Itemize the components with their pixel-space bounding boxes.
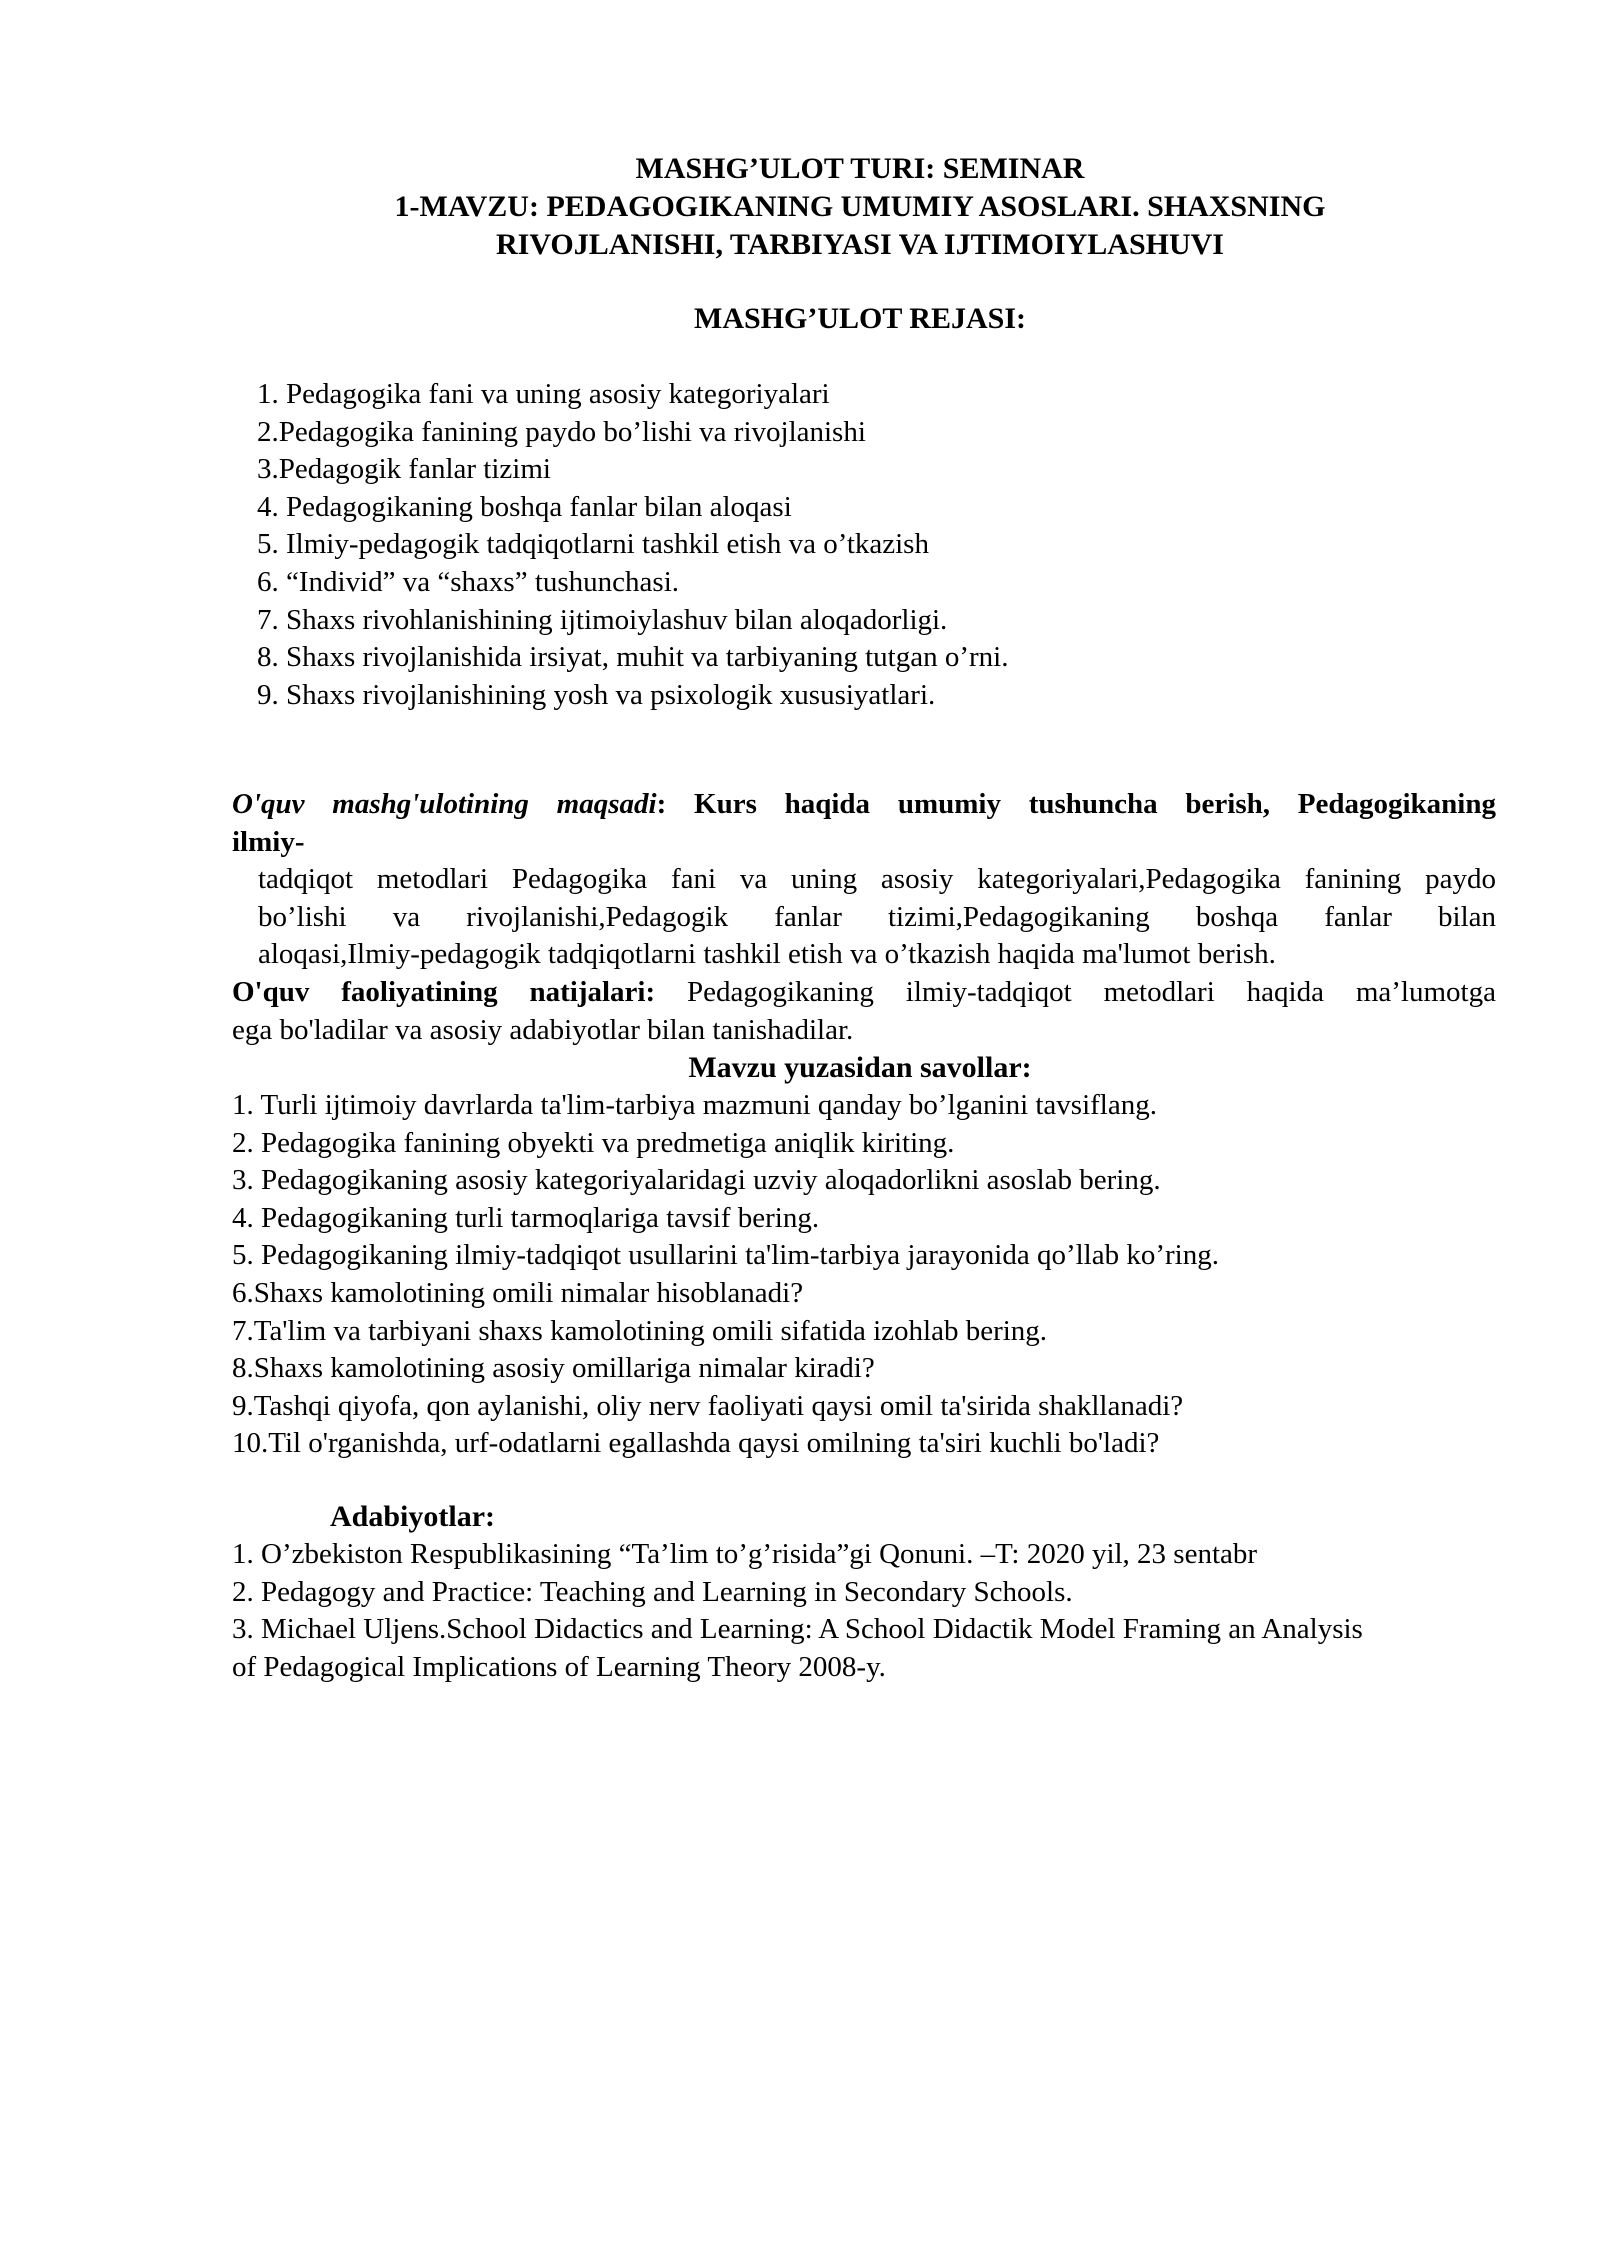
plan-list — [257, 376, 1008, 714]
questions-heading: Mavzu yuzasidan savollar: — [688, 1051, 1032, 1084]
plan-item: 7. Shaxs rivohlanishining ijtimoiylashuv bilan aloqadorligi. — [257, 603, 948, 636]
goal-body-line: bo’lishi va rivojlanishi,Pedagogik fanlar tizimi,Pedagogikaning boshqa fanlar bilan — [258, 900, 1496, 933]
goal-label: O'quv mashg'ulotining maqsadi — [232, 788, 657, 820]
document-title — [230, 150, 1490, 264]
title-line-3: RIVOJLANISHI, TARBIYASI VA IJTIMOIYLASHUVI — [496, 228, 1224, 261]
plan-item: 2.Pedagogika fanining paydo bo’lishi va rivojlanishi — [257, 415, 866, 448]
goal-text-bold: Kurs haqida umumiy tushuncha berish, Pedagogikaning — [666, 788, 1496, 820]
lesson-goal — [232, 786, 1496, 974]
literature-item: of Pedagogical Implications of Learning Theory 2008-y. — [232, 1650, 886, 1683]
results-label: O'quv faoliyatining natijalari: — [232, 976, 656, 1008]
question-item: 3. Pedagogikaning asosiy kategoriyalaridagi uzviy aloqadorlikni asoslab bering. — [232, 1164, 1161, 1197]
literature-list — [232, 1536, 1496, 1686]
learning-results — [232, 974, 1496, 1049]
questions-list — [232, 1087, 1219, 1463]
question-item: 9.Tashqi qiyofa, qon aylanishi, oliy nerv faoliyati qaysi omil ta'sirida shakllanadi? — [232, 1389, 1184, 1422]
results-text: Pedagogikaning ilmiy-tadqiqot metodlari haqida ma’lumotga — [655, 976, 1496, 1008]
plan-item: 3.Pedagogik fanlar tizimi — [257, 453, 551, 486]
literature-heading: Adabiyotlar: — [330, 1500, 495, 1533]
question-item: 8.Shaxs kamolotining asosiy omillariga nimalar kiradi? — [232, 1352, 875, 1385]
question-item: 6.Shaxs kamolotining omili nimalar hisoblanadi? — [232, 1276, 804, 1309]
results-line-1 — [232, 974, 1496, 1012]
plan-item: 8. Shaxs rivojlanishida irsiyat, muhit va tarbiyaning tutgan o’rni. — [257, 641, 1009, 674]
plan-item: 5. Ilmiy-pedagogik tadqiqotlarni tashkil etish va o’tkazish — [257, 528, 929, 561]
plan-item: 6. “Individ” va “shaxs” tushunchasi. — [257, 565, 680, 598]
plan-item: 4. Pedagogikaning boshqa fanlar bilan aloqasi — [257, 490, 792, 523]
plan-heading: MASHG’ULOT REJASI: — [694, 302, 1026, 335]
goal-second-line: ilmiy- — [232, 825, 305, 858]
goal-body-line: aloqasi,Ilmiy-pedagogik tadqiqotlarni tashkil etish va o’tkazish haqida ma'lumot berish. — [258, 938, 1276, 971]
question-item: 2. Pedagogika fanining obyekti va predmetiga aniqlik kiriting. — [232, 1126, 955, 1159]
goal-body-line: tadqiqot metodlari Pedagogika fani va uning asosiy kategoriyalari,Pedagogika fanining paydo — [258, 863, 1496, 896]
plan-item: 9. Shaxs rivojlanishining yosh va psixologik xususiyatlari. — [257, 678, 936, 711]
literature-item: 3. Michael Uljens.School Didactics and Learning: A School Didactik Model Framing an Analysis — [232, 1613, 1363, 1646]
goal-body — [232, 861, 1496, 974]
goal-colon: : — [656, 788, 667, 820]
title-line-2: 1-MAVZU: PEDAGOGIKANING UMUMIY ASOSLARI. SHAXSNING — [394, 190, 1326, 223]
question-item: 4. Pedagogikaning turli tarmoqlariga tavsif bering. — [232, 1201, 820, 1234]
literature-item: 1. O’zbekiston Respublikasining “Ta’lim to’g’risida”gi Qonuni. –T: 2020 yil, 23 sentabr — [232, 1538, 1258, 1570]
question-item: 1. Turli ijtimoiy davrlarda ta'lim-tarbiya mazmuni qanday bo’lganini tavsiflang. — [232, 1089, 1157, 1121]
title-line-1: MASHG’ULOT TURI: SEMINAR — [635, 152, 1085, 185]
plan-item: 1. Pedagogika fani va uning asosiy kategoriyalari — [257, 378, 830, 410]
question-item: 7.Ta'lim va tarbiyani shaxs kamolotining omili sifatida izohlab bering. — [232, 1314, 1048, 1347]
literature-item: 2. Pedagogy and Practice: Teaching and Learning in Secondary Schools. — [232, 1575, 1073, 1608]
question-item: 10.Til o'rganishda, urf-odatlarni egallashda qaysi omilning ta'siri kuchli bo'ladi? — [232, 1427, 1160, 1460]
results-line-2: ega bo'ladilar va asosiy adabiyotlar bilan tanishadilar. — [232, 1013, 854, 1046]
goal-first-line — [232, 786, 1496, 824]
question-item: 5. Pedagogikaning ilmiy-tadqiqot usullarini ta'lim-tarbiya jarayonida qo’llab ko’ring. — [232, 1239, 1219, 1272]
